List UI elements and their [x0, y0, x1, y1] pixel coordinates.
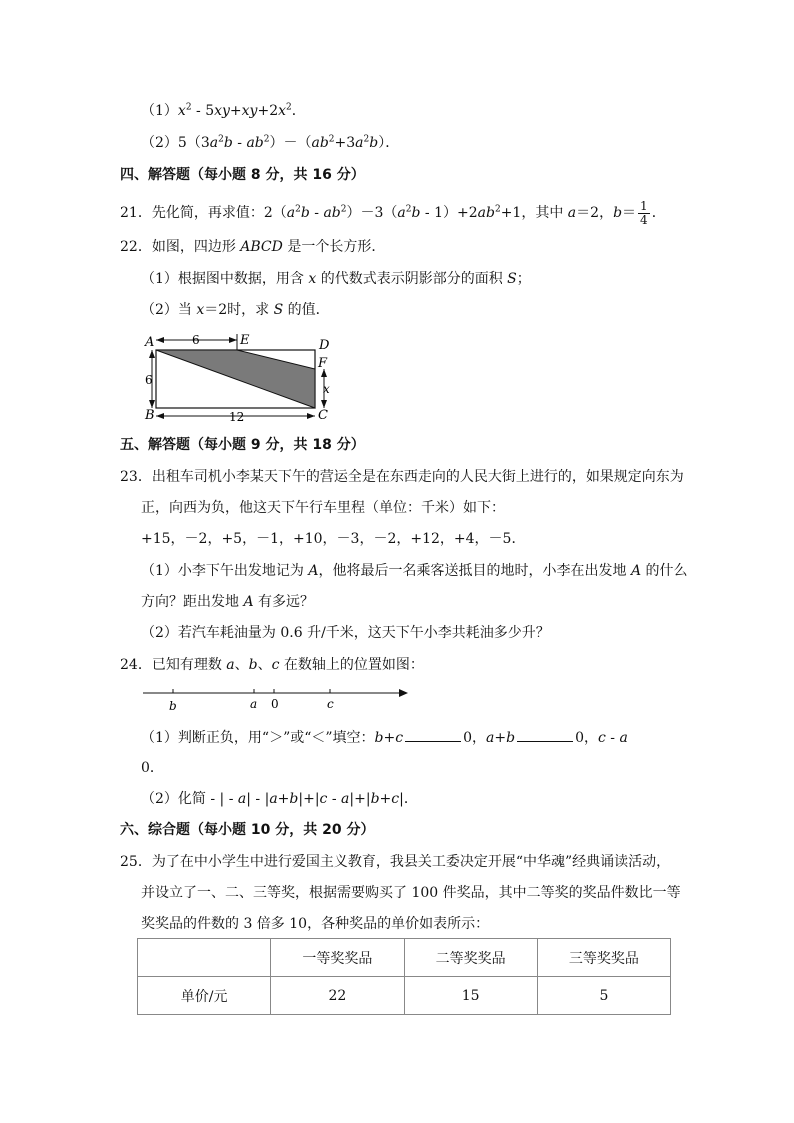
fraction-one-quarter: $\frac{1}{4}$ — [640, 198, 648, 227]
arrow-head — [229, 337, 237, 343]
axis-label-c: c — [327, 697, 334, 711]
question-23-part1: （1）小李下午出发地记为 A，他将最后一名乘客送抵目的地时，小李在出发地 A 的什么 — [141, 563, 688, 579]
vertex-d: D — [319, 338, 330, 353]
vertex-b: B — [145, 408, 155, 423]
question-25-line1: 25．为了在中小学生中进行爱国主义教育，我县关工委决定开展“中华魂”经典诵读活动， — [120, 854, 671, 870]
table-cell: 22 — [271, 977, 404, 1015]
table-cell: 15 — [404, 977, 537, 1015]
vertex-a: A — [145, 335, 155, 350]
label-ae-length: 6 — [192, 333, 200, 347]
table-header-cell: 三等奖奖品 — [537, 939, 670, 977]
question-23-mileage: +15，－2，+5，－1，+10，－3，－2，+12，+4，－5． — [141, 531, 526, 547]
label-ab-length: 6 — [145, 373, 153, 387]
arrow-head — [149, 400, 155, 408]
answer-blank-2[interactable] — [517, 727, 573, 742]
question-23-line2: 正，向西为负，他这天下午行车里程（单位：千米）如下： — [141, 500, 505, 516]
question-23-part1-cont: 方向？距出发地 A 有多远？ — [141, 594, 315, 610]
table-row-label: 单价/元 — [138, 977, 271, 1015]
question-23-line1: 23．出租车司机小李某天下午的营运全是在东西走向的人民大街上进行的，如果规定向东为 — [120, 469, 684, 485]
table-header-cell: 一等奖奖品 — [271, 939, 404, 977]
label-x: x — [323, 382, 330, 396]
table-header-cell: 二等奖奖品 — [404, 939, 537, 977]
table-header-cell — [138, 939, 271, 977]
table-cell: 5 — [537, 977, 670, 1015]
question-24-part1-cont: 0． — [141, 760, 164, 776]
question-25-line3: 奖奖品的件数的 3 倍多 10，各种奖品的单价如表所示： — [141, 916, 490, 932]
arrow-head — [321, 400, 327, 408]
arrow-head — [156, 413, 164, 419]
problem-20-part1: $(1)x^2 - 5xy+xy+2x^2$． — [141, 102, 306, 119]
shaded-region — [156, 350, 315, 408]
question-22-part1: （1）根据图中数据，用含 x 的代数式表示阴影部分的面积 S； — [141, 271, 531, 287]
axis-label-b: b — [169, 699, 177, 713]
problem-20-part2: $(2)5(3a^2b - ab^2)-(ab^2+3a^2b)$． — [141, 134, 400, 151]
prize-price-table — [137, 938, 671, 1015]
label-bc-length: 12 — [229, 410, 245, 424]
rectangle-figure — [140, 330, 340, 425]
arrow-head — [307, 413, 315, 419]
section-6-heading: 六、综合题（每小题 10 分，共 20 分） — [120, 822, 375, 838]
vertex-f: F — [318, 356, 328, 371]
vertex-c: C — [318, 408, 328, 423]
question-21: 21．先化简，再求值：$2(a^2b - ab^2)-3(a^2b - 1)+2ab^2+1$，其中 a＝2，b＝ $\frac{1}{4}$ ． — [120, 198, 666, 227]
question-24-stem: 24．已知有理数 a、b、c 在数轴上的位置如图： — [120, 657, 424, 673]
table-row — [138, 977, 671, 1015]
vertex-e: E — [240, 333, 250, 348]
question-24-part1: （1）判断正负，用“＞”或“＜”填空：b+c 0，a+b 0，c - a — [141, 727, 628, 748]
question-25-line2: 并设立了一、二、三等奖，根据需要购买了 100 件奖品，其中二等奖的奖品件数比一等 — [141, 885, 681, 901]
axis-label-zero: 0 — [271, 697, 279, 711]
number-line — [140, 684, 415, 716]
question-22-part2: （2）当 x＝2时，求 S 的值． — [141, 302, 330, 318]
question-23-part2: （2）若汽车耗油量为 0.6 升/千米，这天下午小李共耗油多少升？ — [141, 625, 550, 641]
arrow-head — [156, 337, 164, 343]
axis-arrow — [399, 689, 408, 697]
question-24-part2: （2）化简 - | - a| - |a+b|+|c - a|+|b+c|． — [141, 791, 418, 807]
section-4-heading: 四、解答题（每小题 8 分，共 16 分） — [120, 167, 365, 183]
table-header-row — [138, 939, 671, 977]
answer-blank-1[interactable] — [405, 727, 461, 742]
section-5-heading: 五、解答题（每小题 9 分，共 18 分） — [120, 437, 365, 453]
question-22-stem: 22．如图，四边形 ABCD 是一个长方形． — [120, 239, 386, 255]
axis-label-a: a — [250, 697, 258, 711]
arrow-head — [149, 350, 155, 358]
